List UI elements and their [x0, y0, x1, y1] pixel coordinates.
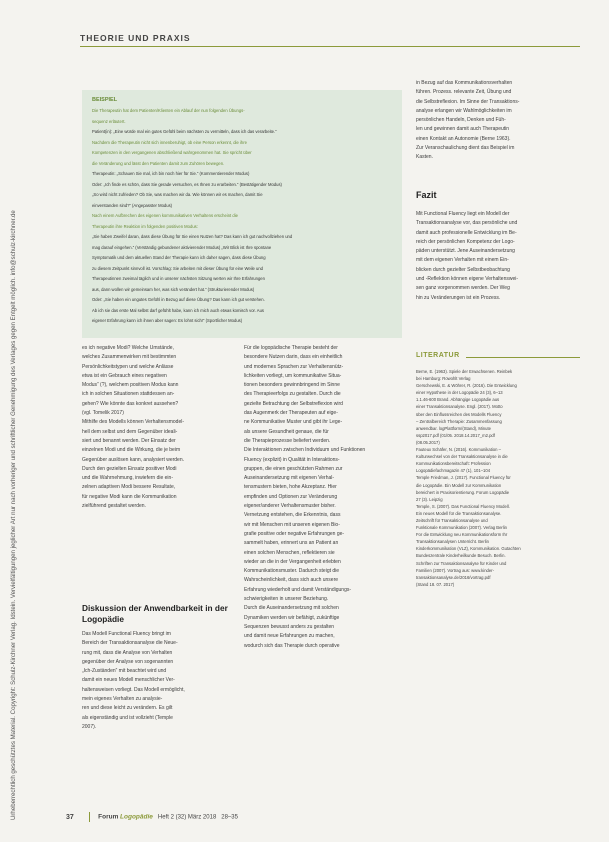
example-line: Therapeutinnen zweimal täglich und in unserer nächsten Sitzung werten wir Ihre Erfahrungen [92, 276, 265, 281]
column-2 [244, 344, 398, 651]
text-line: hell dem selbst und dem Gegenüber ideali- [82, 428, 178, 435]
text-line: es ich negative Modi? Welche Umstände, [82, 345, 174, 351]
issue-info: Heft 2 (32) März 2018 [157, 814, 217, 821]
text-line: Vernetzung entstehen, die Erkenntnis, dass [244, 512, 341, 519]
example-line: Oder: „Ich finde es schön, dass Sie gerade versuchen, es Ihnen zu erarbeiten.“ (Bestätigender Modus) [92, 181, 282, 187]
text-line: Die Interaktionen zwischen Individuum und Funktionen [244, 447, 366, 454]
reference-line: Kommunikationsbereitschaft: Profession [416, 461, 491, 467]
text-line: hin zu Veränderungen ist ein Prozess. [416, 294, 501, 301]
example-line: Kompetenzen in den vergangenen abschließend wahrgenommen hat. Sie spricht über [92, 150, 252, 155]
text-line: Mit Functional Fluency liegt ein Modell der [416, 211, 510, 217]
text-line: in Bezug auf das Kommunikationsverhalten [416, 80, 513, 86]
example-line: Oder: „Sie haben ein ungutes Gefühl in Bezug auf diese Übung? Das kann ich gut verstehen. [92, 297, 265, 302]
reference-line: Familien (2007). Vortrag aus: www.kinder- [416, 567, 494, 573]
reference-line: Temple, S. (2007). Das Functional Fluency Modell. [416, 503, 510, 509]
reference-line: Transaktionsanalysen Unterricht. Berlin [416, 539, 489, 545]
text-line: sen ganz vorgenommen werden. Der Weg [416, 285, 510, 292]
example-line: Therapeutin: „Schauen Sie mal, ich bin noch hier für Sie.“ (Kommentierender Modus) [92, 171, 250, 176]
text-line: empfinden und Optionen zur Veränderung [244, 493, 338, 500]
text-line: wieder an die in der Vergangenheit erlebten [244, 558, 341, 565]
text-line: ren und diese leicht zu verändern. Es gilt [82, 705, 173, 712]
reference-line: Temple Friedman, J. (2017). Functional Fluency für [416, 475, 511, 481]
example-heading: BEISPIEL [92, 97, 118, 103]
reference-line: einer Hypothese in der Logopädie 24 (3), 6–13 [416, 390, 503, 396]
reference-line: bei Hamburg: Rowohlt Verlag [416, 376, 471, 382]
text-line: etwa ist ein Gebrauch eines negativen [82, 372, 167, 379]
text-line: Gegenüber auslösen kann, analysiert werden. [82, 456, 185, 463]
text-line: einzelnen Modi und die Wirkung, die je beim [82, 447, 181, 454]
text-line: gehen? Wie könnte das konkret aussehen? [82, 400, 179, 407]
text-line: einen Kontakt an Autonomie (Berne 1963). [416, 135, 511, 142]
column-1-after [82, 630, 234, 732]
text-line: Dynamiken werden wir befähigt, zukünftige [244, 614, 340, 621]
reference-line: (Stand 18. 07. 2017) [416, 581, 455, 587]
text-line: päden unterstützt. Jene Auseinandersetzung [416, 248, 515, 255]
col2-text [244, 344, 398, 651]
text-line: mit dem eigenen Verhalten mit einem Ein- [416, 257, 509, 264]
text-line: siert und benannt werden. Der Einsatz der [82, 437, 176, 444]
text-line: grafie positive oder negative Erfahrungen ge- [244, 530, 345, 537]
discussion-heading: Diskussion der Anwendbarkeit in der Logopädie [82, 603, 228, 624]
text-line: besondere Nutzen darin, dass ein einheitlich [244, 354, 343, 361]
text-line: wodurch sich das Therapie durch operative [244, 642, 340, 649]
example-line: sequenz erläutert. [92, 118, 126, 124]
reference-line: Funktionale Kommunikation (2007). Verlag Berlin [416, 525, 508, 531]
text-line: als eigenständig und ist vollzieht (Temple [82, 714, 173, 721]
example-line: Patient(in): „Eine würde mal ein gutes Gefühl beim nächsten zu vermitteln, dass ich das verarbeite.“ [92, 129, 277, 134]
text-line: blicken durch gezielter Selbstbeobachtung [416, 266, 510, 273]
text-line: ne Kommunikative Muster und gibt ihr Lege- [244, 419, 343, 426]
example-line: einverstanden sind?“ (Angepasster Modus) [92, 202, 173, 208]
text-line: zielführend gestaltet werden. [82, 503, 146, 510]
reference-line: bereichert in Praxisorientierung. Forum Logopädie [416, 489, 510, 495]
text-line: die Selbstreflexion. Im Sinne der Transaktions- [416, 98, 520, 105]
text-line: für negative Modi kann die Kommunikation [82, 493, 177, 500]
text-line: Für die logopädische Therapie besteht der [244, 345, 338, 351]
col1-discussion-text [82, 630, 234, 732]
text-line: des Therapieerfolgs zu gestalten. Durch die [244, 391, 341, 398]
example-line: „Sie haben Zweifel daran, dass diese Übung für Sie einen Nutzen hat? Das kann ich gut nachvollziehen und [92, 234, 293, 239]
reference-line: Bundeszentrale Kinderheilkunde Besuch. Berlin. [416, 553, 506, 559]
text-line: gezielte Betrachtung der Selbstreflexion wird [244, 400, 343, 407]
reference-line: Berne, E. (1963). Spiele der Erwachsenen. Reinbek [416, 369, 513, 374]
text-line: reich der persönlichen Kompetenz der Logo- [416, 238, 515, 245]
example-line: eigener Erfahrung kann ich ihnen aber sagen: Es lohnt sich!“ (Sportlicher Modus) [92, 318, 243, 323]
reference-line: – Zentralbereich Therapie: Zusammenfassung [416, 418, 502, 424]
reference-line: (08.05.2017) [416, 439, 440, 445]
text-line: wir mit Menschen mit unseren eigenen Bio- [244, 521, 340, 528]
text-line: gruppen, die einen geschützten Rahmen zur [244, 465, 343, 472]
example-line: Nach einem Aufbrechen des eigenen kommunikativen Verhaltens erscheint die [92, 213, 238, 218]
column-3 [416, 79, 580, 163]
text-line: einen solchen Menschen, reflektieren sie [244, 549, 335, 556]
text-line: schwierigkeiten in unserer Beziehung. [244, 596, 329, 603]
reference-line: Schriften zur Transaktionsanalyse für Kinder und [416, 560, 507, 566]
reference-line: ssp2017.pdf (01/05. 2018.14.2017_m2.pdf [416, 432, 495, 438]
text-line: gegenüber der Analyse von sogenannten [82, 658, 174, 665]
text-line: Fluency (explizit) in Qualität in Interaktions- [244, 456, 340, 463]
example-line: zu diesem Zeitpunkt sinnvoll ist. Vorschlag: Sie arbeiten mit dieser Übung für eine Weile und [92, 265, 264, 271]
text-line: Das Modell Functional Fluency bringt im [82, 631, 171, 637]
reference-line: 1.1.46-600 Brand. Abhängige Logopädie aus [416, 397, 500, 403]
copyright-text: Urheberrechtlich geschütztes Material. Copyright: Schulz-Kirchner Verlag. Idstein. Vervielfältigungen jeglicher Art nur nach vorheriger und schriftlicher Genehmigung des Verlages gegen Entgelt möglich. info@schulz-kirchner.de [10, 210, 17, 820]
text-line: „Ich-Zuständen“ mit beachtet wird und [82, 668, 167, 675]
reference-line: Gerschewski, E. & Wöhrer, R. (2016). Die Entwicklung [416, 383, 517, 389]
text-line: tensmustern bieten, hohe Akzeptanz. Hier [244, 484, 337, 491]
text-line: Modus“ (?), welchem positiven Modus kann [82, 382, 179, 389]
reference-line: Fauteux Schäfer, N. (2016). Kommunikation – [416, 447, 501, 453]
text-line: 2007). [82, 723, 97, 730]
text-line: Durch die Auseinandersetzung mit solchen [244, 605, 339, 612]
text-line: damit ein neues Modell menschlicher Ver- [82, 677, 175, 684]
text-line: haltensweisen vorliegt. Das Modell ermöglicht, [82, 686, 185, 693]
literature-list [416, 368, 580, 588]
text-line: Mithilfe des Modells können Verhaltensmodel- [82, 419, 184, 426]
example-line: Nachdem die Therapeutin nicht sich innenberuhigt, ob eine Person erkennt, die ihre [92, 139, 247, 145]
text-line: sammelt haben, erinnert uns an Patient an [244, 540, 339, 547]
page-number: 37 [66, 813, 74, 821]
journal-name-emphasis: Logopädie [120, 813, 153, 821]
fazit-column [416, 210, 580, 303]
column-1 [82, 344, 234, 511]
example-line: mag darauf eingehen.“ (Verständig gebundener aktivierender Modus) „Wir Blick ist Ihre spontane [92, 244, 272, 250]
reference-line: Zeitschrift für Transaktionsanalyse und [416, 517, 488, 523]
reference-line: For die Entwicklung neu Kommunikationsform Ihr [416, 532, 508, 538]
text-line: und -Reflektion können eigene Verhaltenswei- [416, 276, 519, 283]
text-line: ich in solchen Situationen stattdessen an- [82, 391, 175, 398]
text-line: rung mit, dass die Analyse von Verhalten [82, 649, 173, 656]
literature-heading: LITERATUR [416, 352, 460, 359]
text-line: und damit neue Erfahrungen zu machen, [244, 633, 335, 640]
reference-line: Kinderkommunikation (VLZ), Kommunikation. Gutachten [416, 546, 521, 552]
text-line: (vgl. Tomelik 2017) [82, 410, 124, 417]
reference-line: über den Einflussreichen des Modells Fluency [416, 411, 502, 417]
text-line: eigener/anderer Verhaltensmuster bisher. [244, 503, 336, 510]
text-line: lichkeiten vorliegt, um kommunikative Situa- [244, 372, 342, 379]
example-line: Die Therapeutin hat dem Patienten/Klienten ein Ablauf der nun folgenden Übungs- [92, 108, 245, 113]
text-line: führen. Prozess. relevante Zeit, Übung und [416, 89, 512, 96]
section-header [80, 28, 580, 48]
text-line: Durch den gezielten Einsatz positiver Modi [82, 465, 177, 472]
reference-line: transaktionsanalyse.de/2016/vortrag.pdf [416, 574, 491, 580]
text-line: tionen besonders gewinnbringend im Sinne [244, 382, 340, 389]
header-rule [80, 46, 580, 47]
reference-line: Ein neues Modell für die Transaktionsanalyse. [416, 510, 502, 516]
text-line: als unsere Gesundheit genaue, die für [244, 428, 329, 435]
text-line: Zur Veranschaulichung dient das Beispiel im [416, 145, 515, 152]
page-range: 28–35 [221, 814, 238, 821]
text-line: len und gewinnen damit auch Therapeutin [416, 126, 510, 133]
col3-text [416, 79, 580, 163]
fazit-heading: Fazit [416, 190, 437, 200]
text-line: analyse erlangen wir Wahlmöglichkeiten im [416, 107, 512, 114]
example-line: „So wird nicht zufrieden? Ob Sie, was machen wir da. Wie können wir es machen, damit Sie [92, 192, 263, 197]
footer-divider [89, 812, 90, 822]
reference-line: Logopädiefachmagazin 47 (1), 101–104 [416, 468, 491, 474]
example-line: Ab ich sie das erste Mal selbst darf gefühlt habe, kann ich mich auch etwas komisch vor. Aus [92, 307, 265, 313]
text-line: Kommunikationsmuster. Dadurch steigt die [244, 568, 340, 575]
text-line: das Augenmerk der Therapeuten auf eige- [244, 410, 338, 417]
text-line: die Therapieprozesse beliefert werden. [244, 437, 331, 444]
section-title: THEORIE UND PRAXIS [80, 33, 191, 43]
text-line: Persönlichkeitstypen und welche Anlässe [82, 363, 174, 370]
text-line: Bereich der Transaktionsanalyse die Neue- [82, 640, 178, 647]
reference-line: anwendbar. logPlattform/(Stand), Minute [416, 425, 491, 431]
journal-name: Forum [98, 813, 119, 821]
text-line: damit auch professionelle Entwicklung im Be- [416, 229, 517, 236]
reference-line: 27 (3). Leipzig [416, 496, 443, 502]
literature-rule [466, 357, 580, 358]
text-line: Auseinandersetzung mit eigenen Verhal- [244, 475, 335, 482]
text-line: Sequenzen bewusst anders zu gestalten [244, 623, 335, 630]
reference-line: Kulturwechsel von der Transaktionsanalyse in die [416, 454, 508, 460]
col1-intro [82, 344, 234, 511]
text-line: Erfahrung wiederholt und damit Verständigungs- [244, 586, 352, 593]
text-line: welches Zusammenwirken mit bestimmten [82, 354, 177, 361]
text-line: und modernes Sprachen zur Verhaltensnütz- [244, 363, 344, 370]
literature-entries [416, 368, 580, 588]
example-line: Symptomatik und dem aktuellen Stand der Therapie kann ich daher sagen, dass diese Übung [92, 255, 266, 260]
example-line: aus, dann wollen wir gemeinsam her, was sich verändert hat.“ (Strukturierender Modus) [92, 286, 255, 292]
example-line: Therapeutin ihre Reaktion im folgenden positiven Modus: [92, 223, 198, 229]
page-footer [66, 812, 586, 826]
text-line: persönlichen Handeln, Denken und Füh- [416, 117, 506, 124]
text-line: Transaktionsanalyse vor, das persönliche und [416, 220, 518, 227]
text-line: und die Wahrnehmung, inwiefern die ein- [82, 475, 173, 482]
text-line: zelnen adaptiven Modi bessere Resultate, [82, 484, 176, 491]
text-line: mein eigenes Verhalten zu analysie- [82, 696, 163, 703]
text-line: Wahrscheinlichkeit, dass sich auch unsere [244, 577, 339, 584]
text-line: Kasten. [416, 154, 433, 161]
copyright-side-note [10, 40, 24, 820]
reference-line: einer Transaktionsanalyse. Engl. (2017). Motto [416, 404, 503, 410]
fazit-text [416, 210, 580, 303]
reference-line: die Logopädie. Ein Modell zur Kommunikation [416, 482, 502, 488]
example-line: die Veränderung und lässt den Patienten damit zum Zuhören bewegen. [92, 160, 225, 166]
